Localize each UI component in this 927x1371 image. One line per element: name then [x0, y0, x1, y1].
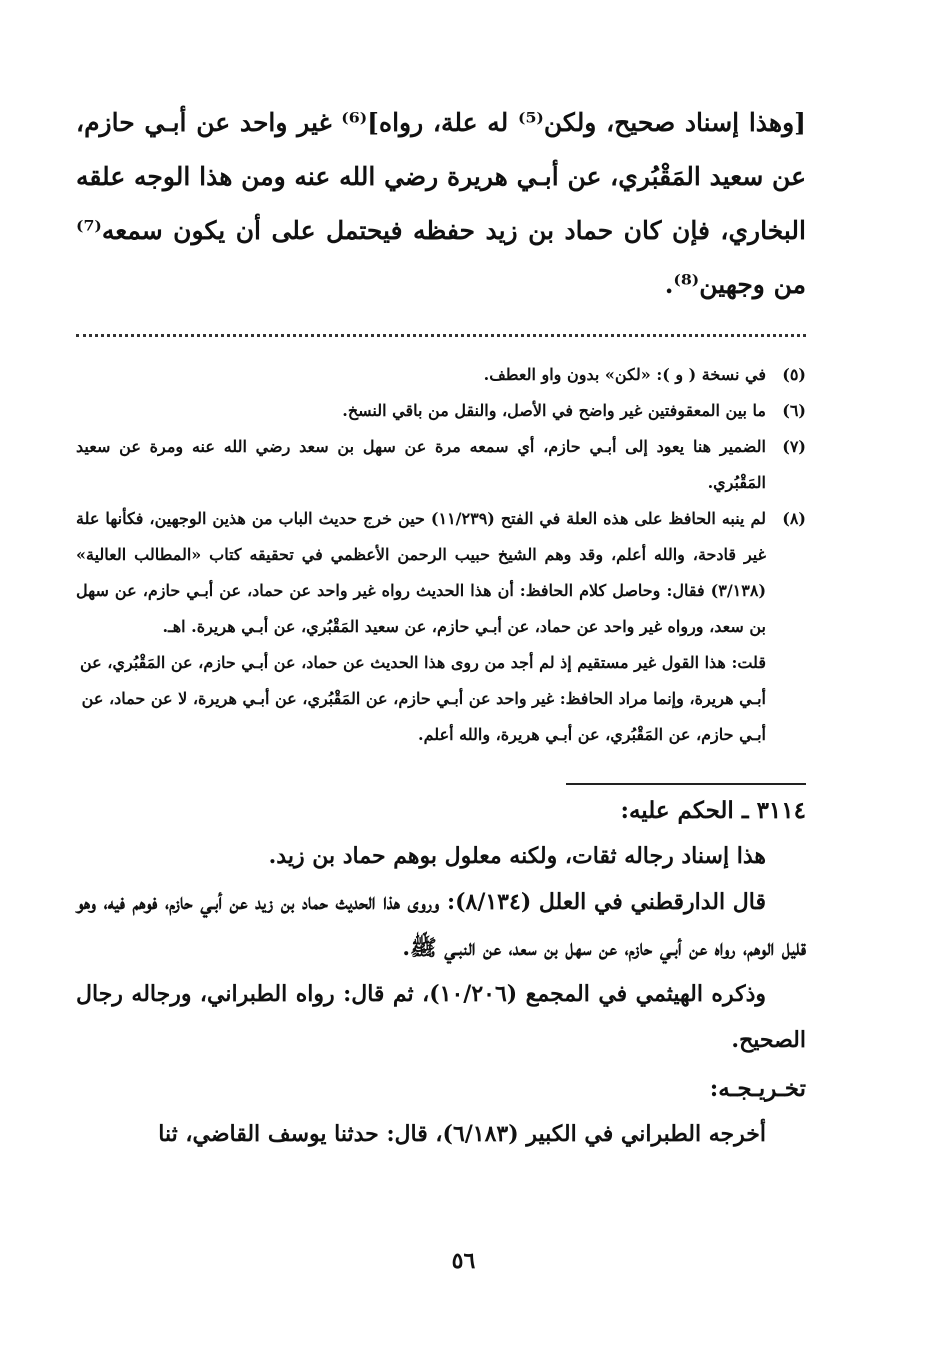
takhrij-paragraph: أخرجه الطبراني في الكبير (٦/١٨٣)، قال: حدثنا يوسف القاضي، ثنا [158, 1121, 766, 1147]
page-content [76, 96, 806, 1157]
footnote-number: (٧) [782, 437, 806, 456]
footnote-number: (٨) [782, 509, 806, 528]
footnote-6 [76, 393, 806, 429]
footnote-text: الضمير هنا يعود إلى أبـي حازم، أي سمعه مرة عن سهل بن سعد رضي الله عنه ومرة عن سعيد المَقْبُري. [76, 437, 767, 492]
section-heading: ٣١١٤ ـ الحكم عليه: [620, 797, 806, 824]
page-number: ٥٦ [451, 1248, 476, 1274]
footnote-7 [76, 429, 806, 501]
body-paragraph: هذا إسناد رجاله ثقات، ولكنه معلول بوهم حماد بن زيد. [268, 843, 766, 869]
footnote-commentary: قلت: هذا القول غير مستقيم إذ لم أجد من روى هذا الحديث عن حماد، عن أبـي حازم، عن المَقْبُري، عن أبـي هريرة، وإنما مراد الحافظ: غير واحد عن أبـي حازم، عن المَقْبُري، عن أبـي هريرة، لا عن حماد، عن أبـي حازم، عن المَقْبُري، عن أبـي هريرة، والله أعلم. [80, 653, 766, 744]
footnote-text: لم ينبه الحافظ على هذه العلة في الفتح (١١/٢٣٩) حين خرج حديث الباب من هذين الوجهين، فكأنها علة غير قادحة، والله أعلم، وقد وهم الشيخ حبيب الرحمن الأعظمي في تحقيقه كتاب «المطالب العالية» (٣/١٣٨) فقال: وحاصل كلام الحافظ: أن هذا الحديث رواه غير واحد عن حماد، عن أبـي حازم، عن سهل بن سعد، ورواه غير واحد عن حماد، عن أبـي حازم، عن سعيد المَقْبُري، عن أبـي هريرة. اهـ. [76, 509, 767, 636]
footnote-text: ما بين المعقوفتين غير واضح في الأصل، والنقل من باقي النسخ. [342, 401, 766, 420]
body-paragraph: قال الدارقطني في العلل (٨/١٣٤): وروى هذا الحديث حماد بن زيد عن أبـي حازم، فوهم فيه، وهو قليل الوهم، رواه عن أبـي حازم، عن سهل بن سعد، عن النبـي ﷺ. [76, 889, 806, 961]
footnote-8 [76, 501, 806, 645]
footnote-number: (٦) [782, 401, 806, 420]
main-paragraph: [وهذا إسناد صحيح، ولكن⁽⁵⁾ له علة، رواه]⁽⁶⁾ غير واحد عن أبـي حازم، عن سعيد المَقْبُري، عن أبـي هريرة رضي الله عنه ومن هذا الوجه علقه البخاري، فإن كان حماد بن زيد حفظه فيحتمل على أن يكون سمعه⁽⁷⁾ من وجهين⁽⁸⁾. [76, 108, 806, 299]
body-paragraph: وذكره الهيثمي في المجمع (١٠/٢٠٦)، ثم قال: رواه الطبراني، ورجاله رجال الصحيح. [76, 981, 806, 1053]
footnote-5 [76, 357, 806, 393]
takhrij-heading: تخـريـجـه: [709, 1075, 806, 1102]
footnote-text: في نسخة ( و ): «لكن» بدون واو العطف. [483, 365, 766, 384]
footnotes [76, 357, 806, 753]
section-rule [566, 783, 806, 785]
footnote-separator [76, 334, 806, 341]
footnote-number: (٥) [782, 365, 806, 384]
